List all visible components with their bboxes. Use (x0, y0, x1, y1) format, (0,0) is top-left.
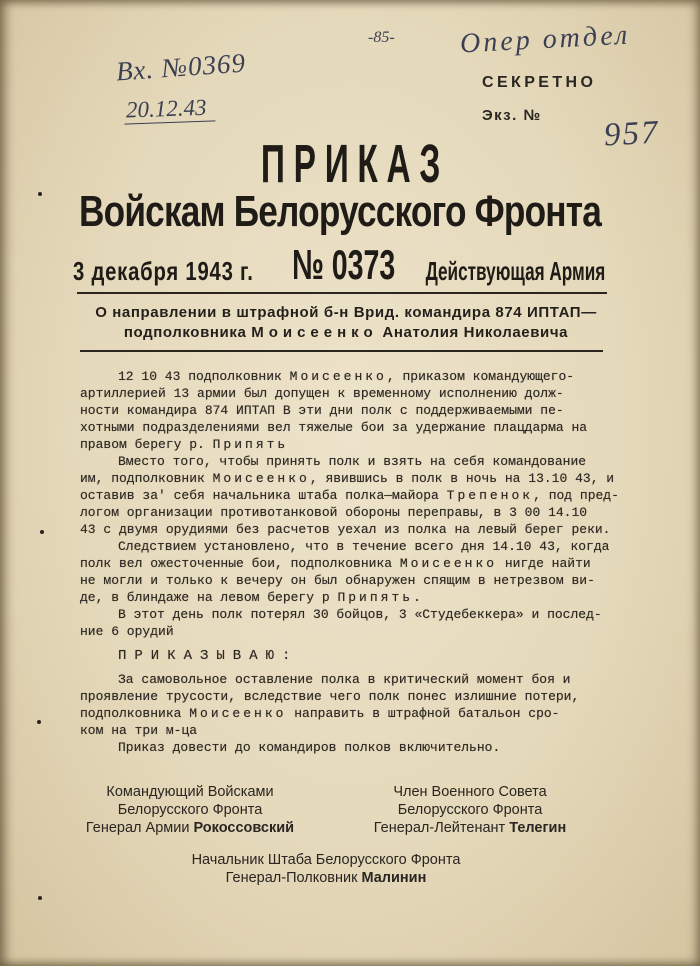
binding-hole-mark (38, 896, 42, 900)
order-directives (80, 671, 579, 756)
body-text: им, подполковник (80, 471, 213, 486)
body-text: 12 10 43 подполковник (118, 369, 290, 384)
directive-line: проявление трусости, вследствие чего полк понес излишние потери, (80, 689, 580, 704)
directive-line (80, 705, 579, 722)
spaced-name: Моисеенко (212, 471, 310, 486)
body-line: хотными подразделениями вел тяжелые бои за удержание плацдарма на (80, 420, 588, 435)
body-line (80, 555, 619, 572)
directive-line: ком на три м-ца (80, 723, 198, 738)
body-text: правом берегу р. (80, 437, 213, 452)
body-line: 43 с двумя орудиями без расчетов уехал из полка на левый берег реки. (80, 522, 611, 537)
signature-front: Белорусского Фронта (117, 802, 263, 818)
body-text: оставив за' себя начальника штаба полка—майора (80, 488, 447, 503)
body-line: В этот день полк потерял 30 бойцов, 3 «Студебеккера» и послед- (118, 607, 602, 622)
subject-text: Анатолия Николаевича (377, 324, 569, 341)
order-body (80, 368, 619, 640)
body-line: логом организации противотанковой обороны переправы, в 3 00 14.10 (80, 505, 588, 520)
body-line (80, 487, 619, 504)
signature-name: Малинин (361, 870, 427, 886)
body-text: , приказом командующего- (386, 369, 575, 384)
body-text: полк вел ожесточенные бои, подполковника (80, 556, 400, 571)
spaced-name: Моисеенко (251, 324, 378, 341)
spaced-name: Трепенок (446, 488, 534, 503)
spaced-name: Моисеенко (399, 556, 498, 571)
subject-block (40, 303, 652, 343)
addressee-line: Войскам Белорусского Фронта (79, 187, 601, 236)
spaced-place-name: Припять (337, 590, 414, 605)
signature-position: Член Военного Совета (393, 784, 547, 800)
body-line (80, 589, 619, 606)
signature-rank-name (320, 819, 620, 837)
signature-rank: Генерал-Полковник (225, 870, 358, 886)
signature-name: Телегин (509, 820, 567, 836)
body-line: ние 6 орудий (80, 624, 174, 639)
body-line: артиллерией 13 армии был допущен к временному исполнению долж- (80, 386, 564, 401)
directive-text: подполковника (80, 706, 190, 721)
location-line: Действующая Армия (425, 256, 605, 286)
signature-position: Начальник Штаба Белорусского Фронта (191, 852, 461, 868)
body-line: Следствием установлено, что в течение всего дня 14.10 43, когда (118, 539, 610, 554)
signature-position: Командующий Войсками (106, 784, 274, 800)
order-date: 3 декабря 1943 г. (73, 256, 254, 286)
body-line: не могли и только к вечеру он был обнаружен спящим в нетрезвом ви- (80, 573, 595, 588)
body-line (80, 470, 619, 487)
signature-name: Рокоссовский (193, 820, 295, 836)
signature-rank: Генерал-Лейтенант (373, 820, 506, 836)
body-text: , явившись в полк в ночь на 13.10 43, и (309, 471, 615, 486)
divider-bottom (80, 350, 603, 352)
signature-block-council-member (320, 783, 620, 837)
subject-text: подполковника (123, 324, 252, 341)
signature-rank-name (40, 819, 340, 837)
spaced-name: Моисеенко (289, 369, 387, 384)
classification-stamp: СЕКРЕТНО (482, 74, 597, 91)
directive-line: За самовольное оставление полка в критический момент боя и (118, 672, 571, 687)
body-text: де, в блиндаже на левом берегу р (80, 590, 338, 605)
body-text: , под пред- (533, 488, 619, 503)
signature-block-chief-of-staff (126, 851, 526, 887)
signature-front: Белорусского Фронта (397, 802, 543, 818)
order-heading-block (80, 648, 298, 665)
subject-line-1: О направлении в штрафной б-н Врид. командира 874 ИПТАП— (95, 304, 597, 321)
body-line: ности командира 874 ИПТАП В эти дни полк с поддерживаемыми пе- (80, 403, 564, 418)
document-title: ПРИКАЗ (260, 134, 450, 194)
order-heading: ПРИКАЗЫВАЮ: (118, 648, 299, 664)
body-line (80, 368, 619, 385)
page-number: -85- (368, 29, 395, 46)
body-line: Вместо того, чтобы принять полк и взять на себя командование (118, 454, 587, 469)
body-text: . (413, 590, 421, 605)
handwritten-incoming-date: 20.12.43 (124, 95, 215, 124)
copy-number-label: Экз. № (482, 107, 542, 124)
signature-block-commander (40, 783, 340, 837)
divider-top (77, 292, 607, 294)
signature-rank: Генерал Армии (85, 820, 190, 836)
body-line (80, 436, 619, 453)
body-text: нигде найти (497, 556, 591, 571)
subject-line-2 (40, 323, 652, 343)
handwritten-copy-number: 957 (603, 114, 661, 154)
handwritten-department-note: Опер отдел (459, 19, 631, 60)
directive-text: направить в штрафной батальон сро- (286, 706, 560, 721)
binding-hole-mark (40, 530, 44, 534)
signature-rank-name (126, 869, 526, 887)
handwritten-incoming-number: Вх. №0369 (115, 47, 247, 87)
binding-hole-mark (37, 720, 41, 724)
binding-hole-mark (38, 192, 42, 196)
spaced-place-name: Припять (212, 437, 289, 452)
order-number: № 0373 (292, 241, 396, 288)
directive-line: Приказ довести до командиров полков включительно. (118, 740, 501, 755)
spaced-name: Моисеенко (189, 706, 287, 721)
